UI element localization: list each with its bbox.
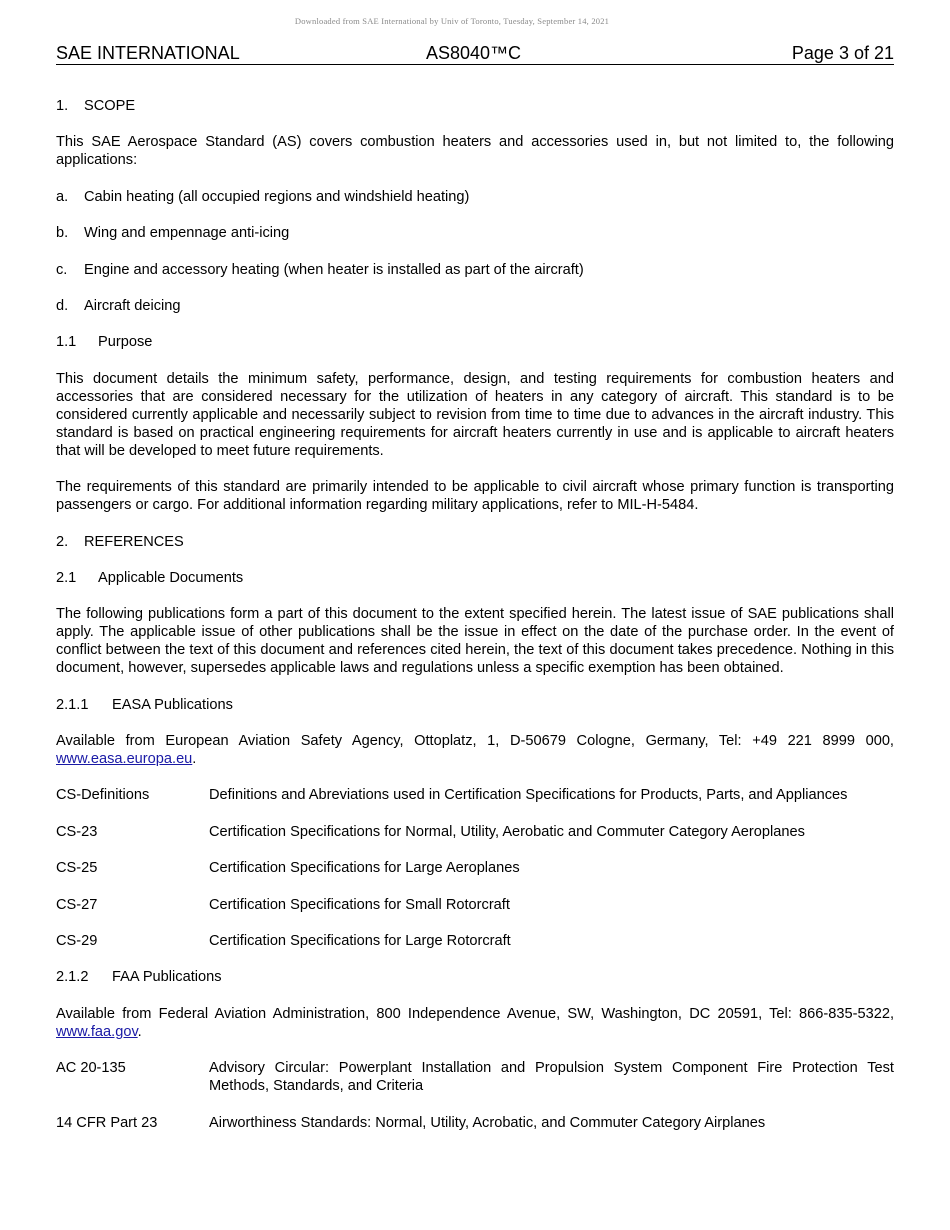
section-title: SCOPE	[84, 98, 136, 114]
header-organization: SAE INTERNATIONAL	[56, 43, 240, 63]
section-number: 2.1	[56, 569, 77, 586]
list-item	[56, 261, 894, 279]
faa-availability-text: Available from Federal Aviation Administration, 800 Independence Avenue, SW, Washington, DC 20591, Tel: 866-835-5322,	[56, 1005, 894, 1022]
list-marker: d.	[56, 297, 69, 314]
reference-description: Certification Specifications for Normal, Utility, Aerobatic and Commuter Category Aeroplanes	[209, 823, 805, 840]
reference-description: Certification Specifications for Large Rotorcraft	[209, 933, 511, 950]
page-header	[56, 43, 894, 65]
reference-code: CS-25	[56, 860, 98, 877]
reference-code: CS-23	[56, 823, 98, 840]
section-title: Applicable Documents	[98, 569, 244, 586]
reference-row	[56, 859, 894, 877]
section-heading-applicable-documents	[56, 569, 894, 587]
section-number: 1.	[56, 98, 69, 114]
list-text: Engine and accessory heating (when heater is installed as part of the aircraft)	[84, 261, 584, 278]
list-item	[56, 297, 894, 315]
header-document-number: AS8040™C	[426, 43, 522, 63]
reference-row	[56, 932, 894, 950]
reference-description: Certification Specifications for Small Rotorcraft	[209, 896, 510, 913]
reference-code: CS-27	[56, 896, 98, 913]
reference-description: Definitions and Abreviations used in Certification Specifications for Products, Parts, and Appliances	[209, 787, 848, 804]
easa-availability-text: Available from European Aviation Safety Agency, Ottoplatz, 1, D-50679 Cologne, Germany, Tel: +49 221 8999 000,	[56, 733, 894, 750]
reference-code: CS-Definitions	[56, 787, 150, 804]
reference-row	[56, 823, 894, 841]
reference-row	[56, 896, 894, 914]
reference-code: 14 CFR Part 23	[56, 1114, 158, 1131]
list-text: Aircraft deicing	[84, 297, 181, 314]
list-item	[56, 224, 894, 242]
list-text: Cabin heating (all occupied regions and windshield heating)	[84, 188, 470, 205]
section-title: EASA Publications	[112, 696, 233, 713]
purpose-paragraph: This document details the minimum safety, performance, design, and testing requirements for combustion heaters and accessories that are considered necessary for the utilization of heaters in any category of aircraft. This standard is to be considered currently applicable and necessarily subject to revision from time to time due to advances in the aircraft industry. This standard is based on practical engineering requirements for aircraft heaters currently in use and is applicable to aircraft heaters that will be developed to meet future requirements.	[56, 370, 894, 459]
header-page-number: Page 3 of 21	[791, 43, 894, 63]
faa-availability-paragraph	[56, 1005, 894, 1041]
section-heading-easa-publications	[56, 696, 894, 714]
section-title: FAA Publications	[112, 969, 222, 986]
section-title: REFERENCES	[84, 533, 184, 550]
section-heading-scope	[56, 97, 894, 115]
list-marker: b.	[56, 225, 69, 242]
section-title: Purpose	[98, 334, 153, 351]
section-number: 2.1.2	[56, 969, 89, 986]
section-number: 1.1	[56, 334, 77, 351]
reference-code: AC 20-135	[56, 1060, 126, 1077]
applicable-documents-paragraph: The following publications form a part of this document to the extent specified herein. The latest issue of SAE publications shall apply. The applicable issue of other publications shall be the issue in effect on the date of the purchase order. In the event of conflict between the text of this document and references cited herein, the text of this document takes precedence. Nothing in this document, however, supersedes applicable laws and regulations unless a specific exemption has been obtained.	[56, 606, 894, 677]
download-notice: Downloaded from SAE International by Univ of Toronto, Tuesday, September 14, 2021	[294, 16, 610, 26]
reference-description: Advisory Circular: Powerplant Installation and Propulsion System Component Fire Protection Test Methods, Standards, and Criteria	[209, 1060, 894, 1095]
section-heading-purpose	[56, 333, 894, 351]
section-number: 2.1.1	[56, 696, 89, 713]
document-body	[56, 97, 894, 1150]
section-heading-faa-publications	[56, 968, 894, 986]
easa-website-link[interactable]: www.easa.europa.eu	[56, 751, 193, 768]
section-heading-references	[56, 533, 894, 551]
faa-availability-end: .	[137, 1023, 142, 1040]
list-item	[56, 188, 894, 206]
list-marker: c.	[56, 261, 68, 278]
easa-availability-paragraph	[56, 732, 894, 768]
section-number: 2.	[56, 533, 69, 550]
reference-description: Airworthiness Standards: Normal, Utility, Acrobatic, and Commuter Category Airplanes	[209, 1114, 766, 1131]
reference-description: Certification Specifications for Large Aeroplanes	[209, 860, 520, 877]
easa-availability-end: .	[192, 751, 197, 768]
list-marker: a.	[56, 188, 69, 205]
reference-code: CS-29	[56, 933, 98, 950]
scope-intro-paragraph: This SAE Aerospace Standard (AS) covers combustion heaters and accessories used in, but not limited to, the following applications:	[56, 134, 894, 169]
list-text: Wing and empennage anti-icing	[84, 225, 290, 242]
reference-row	[56, 1114, 894, 1132]
purpose-paragraph: The requirements of this standard are primarily intended to be applicable to civil aircraft whose primary function is transporting passengers or cargo. For additional information regarding military applications, refer to MIL-H-5484.	[56, 479, 894, 514]
reference-row	[56, 1059, 894, 1095]
faa-website-link[interactable]: www.faa.gov	[56, 1023, 138, 1040]
reference-row	[56, 786, 894, 804]
